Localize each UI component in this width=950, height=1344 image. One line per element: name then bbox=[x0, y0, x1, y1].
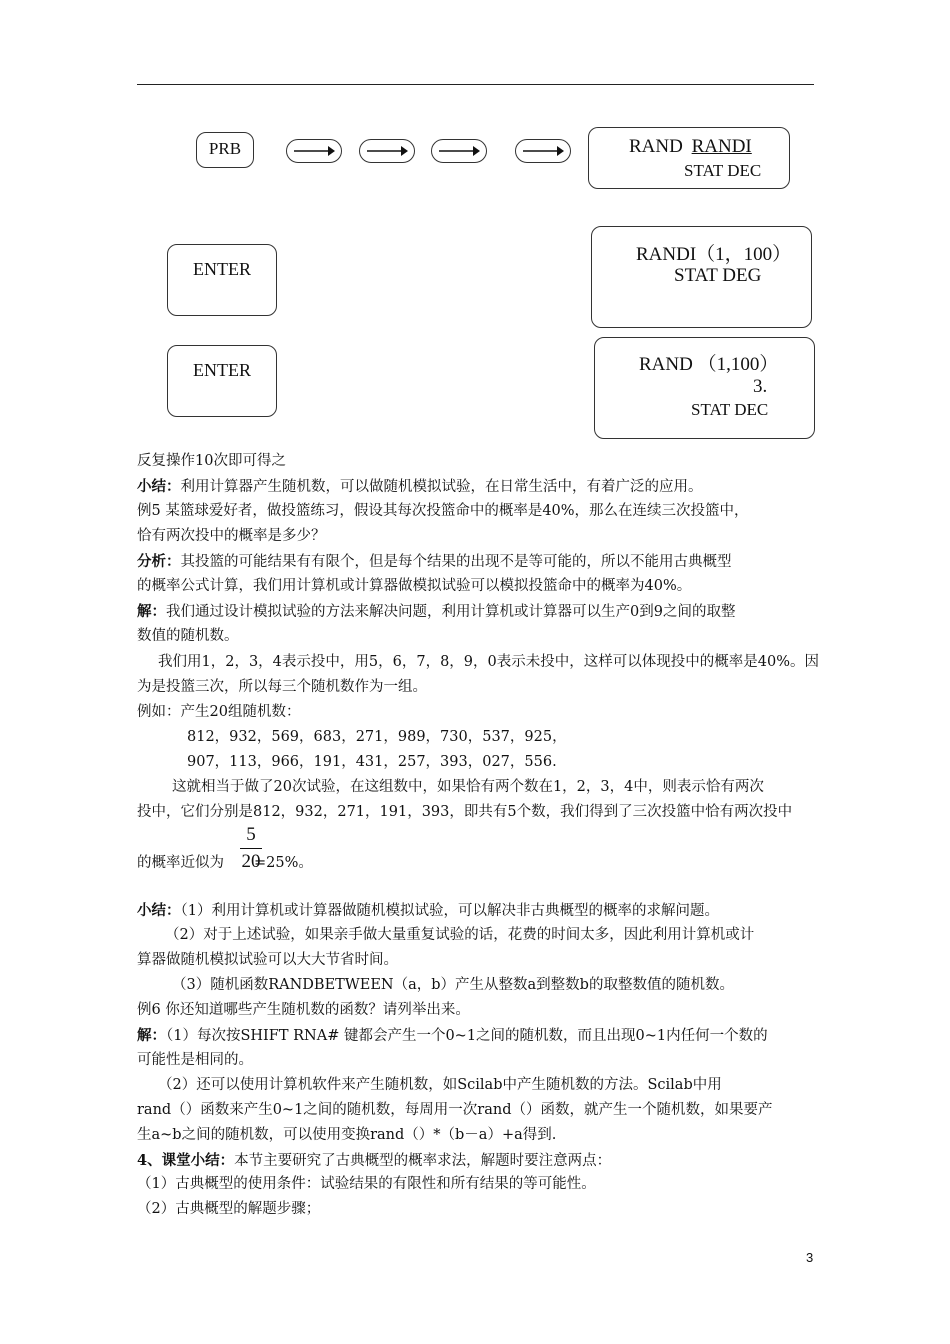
fraction-numerator: 5 bbox=[246, 824, 256, 845]
text-line bbox=[137, 898, 817, 924]
text-line: 生a~b之间的随机数，可以使用变换rand（）*（b－a）+a得到. bbox=[137, 1127, 557, 1143]
display-randi-range bbox=[591, 226, 812, 328]
fraction-bar bbox=[240, 848, 262, 849]
text-span: （1）利用计算机或计算器做随机模拟试验，可以解决非古典概型的概率的求解问题。 bbox=[180, 903, 719, 919]
text-line bbox=[137, 851, 817, 876]
text-span: 利用计算器产生随机数，可以做随机模拟试验，在日常生活中，有着广泛的应用。 bbox=[180, 479, 703, 495]
prb-key-label: PRB bbox=[208, 139, 242, 158]
analysis-label: 分析： bbox=[137, 553, 181, 570]
display-result: 3. bbox=[753, 376, 768, 397]
text-line: 恰有两次投中的概率是多少？ bbox=[137, 528, 326, 544]
text-line: 可能性是相同的。 bbox=[137, 1052, 253, 1068]
text-line: （2）还可以使用计算机软件来产生随机数，如Scilab中产生随机数的方法。Scilab中用 bbox=[158, 1077, 722, 1093]
text-line: 投中，它们分别是812，932，271，191，393，即共有5个数，我们得到了三次投篮中恰有两次投中 bbox=[137, 804, 793, 820]
text-line: rand（）函数来产生0~1之间的随机数，每周用一次rand（）函数，就产生一个随机数，如果要产 bbox=[137, 1102, 773, 1118]
class-summary-label: 4、课堂小结： bbox=[137, 1152, 235, 1169]
text-span: =25%。 bbox=[254, 855, 313, 871]
display-randi-expr: RANDI（1，100） bbox=[636, 244, 792, 265]
random-numbers-row: 907，113，966，191，431，257，393，027，556. bbox=[187, 754, 557, 770]
page-number: 3 bbox=[806, 1250, 814, 1265]
text-line: （1）古典概型的使用条件：试验结果的有限性和所有结果的等可能性。 bbox=[137, 1176, 596, 1192]
prb-key bbox=[196, 132, 254, 168]
display-rand-expr: RAND （1,100） bbox=[639, 354, 779, 375]
fraction-denominator: 20 bbox=[241, 851, 261, 872]
enter-key bbox=[167, 345, 277, 417]
example5-line: 例5 某篮球爱好者，做投篮练习，假设其每次投篮命中的概率是40%，那么在连续三次投篮中， bbox=[137, 503, 749, 519]
text-line bbox=[137, 549, 817, 575]
display-status: STAT DEC bbox=[684, 161, 762, 180]
random-numbers-row: 812，932，569，683，271，989，730，537，925， bbox=[187, 729, 567, 745]
text-line: 的概率公式计算，我们用计算机或计算器做模拟试验可以模拟投篮命中的概率为40%。 bbox=[137, 578, 692, 594]
text-line: 数值的随机数。 bbox=[137, 628, 239, 644]
text-span: 的概率近似为 bbox=[137, 855, 224, 871]
display-rand-label: RAND bbox=[629, 136, 683, 157]
display-randi-label: RANDI bbox=[691, 136, 752, 157]
text-line: 我们用1，2，3，4表示投中，用5，6，7，8，9，0表示未投中，这样可以体现投中的概率是40%。因 bbox=[158, 654, 819, 670]
text-line: 例如：产生20组随机数： bbox=[137, 704, 301, 720]
text-line bbox=[137, 599, 817, 625]
solution-label: 解： bbox=[137, 1027, 166, 1044]
summary-label: 小结： bbox=[137, 902, 181, 919]
text-line: 为是投篮三次，所以每三个随机数作为一组。 bbox=[137, 679, 427, 695]
text-line: （2）古典概型的解题步骤； bbox=[137, 1201, 321, 1217]
display-status: STAT DEC bbox=[691, 400, 769, 419]
arrow-icon bbox=[359, 139, 415, 163]
example6-line: 例6 你还知道哪些产生随机数的函数？请列举出来。 bbox=[137, 1002, 470, 1018]
text-span: （1）每次按SHIFT RNA# 键都会产生一个0~1之间的随机数，而且出现0~1内任何一个数的 bbox=[166, 1028, 768, 1044]
text-line: 这就相当于做了20次试验，在这组数中，如果恰有两个数在1，2，3，4中，则表示恰有两次 bbox=[172, 779, 764, 795]
display-rand-randi bbox=[588, 127, 790, 189]
text-line bbox=[137, 1148, 817, 1174]
text-span: 我们通过设计模拟试验的方法来解决问题，利用计算机或计算器可以生产0到9之间的取整 bbox=[166, 604, 736, 620]
text-line: 算器做随机模拟试验可以大大节省时间。 bbox=[137, 952, 398, 968]
text-line: 反复操作10次即可得之 bbox=[137, 453, 286, 469]
enter-key bbox=[167, 244, 277, 316]
text-span: 其投篮的可能结果有有限个，但是每个结果的出现不是等可能的，所以不能用古典概型 bbox=[180, 554, 732, 570]
enter-key-label: ENTER bbox=[193, 259, 251, 279]
text-line: （3）随机函数RANDBETWEEN（a，b）产生从整数a到整数b的取整数值的随机数。 bbox=[172, 977, 734, 993]
header-rule bbox=[137, 84, 814, 85]
text-line: （2）对于上述试验，如果亲手做大量重复试验的话，花费的时间太多，因此利用计算机或计 bbox=[165, 927, 755, 943]
display-status: STAT DEG bbox=[674, 265, 762, 286]
text-line bbox=[137, 1023, 817, 1049]
arrow-icon bbox=[431, 139, 487, 163]
arrow-icon bbox=[286, 139, 342, 163]
text-line bbox=[137, 474, 817, 500]
text-span: 本节主要研究了古典概型的概率求法，解题时要注意两点： bbox=[234, 1153, 612, 1169]
arrow-icon bbox=[515, 139, 571, 163]
solution-label: 解： bbox=[137, 603, 166, 620]
display-rand-result bbox=[594, 337, 815, 439]
enter-key-label: ENTER bbox=[193, 360, 251, 380]
summary-label: 小结： bbox=[137, 478, 181, 495]
